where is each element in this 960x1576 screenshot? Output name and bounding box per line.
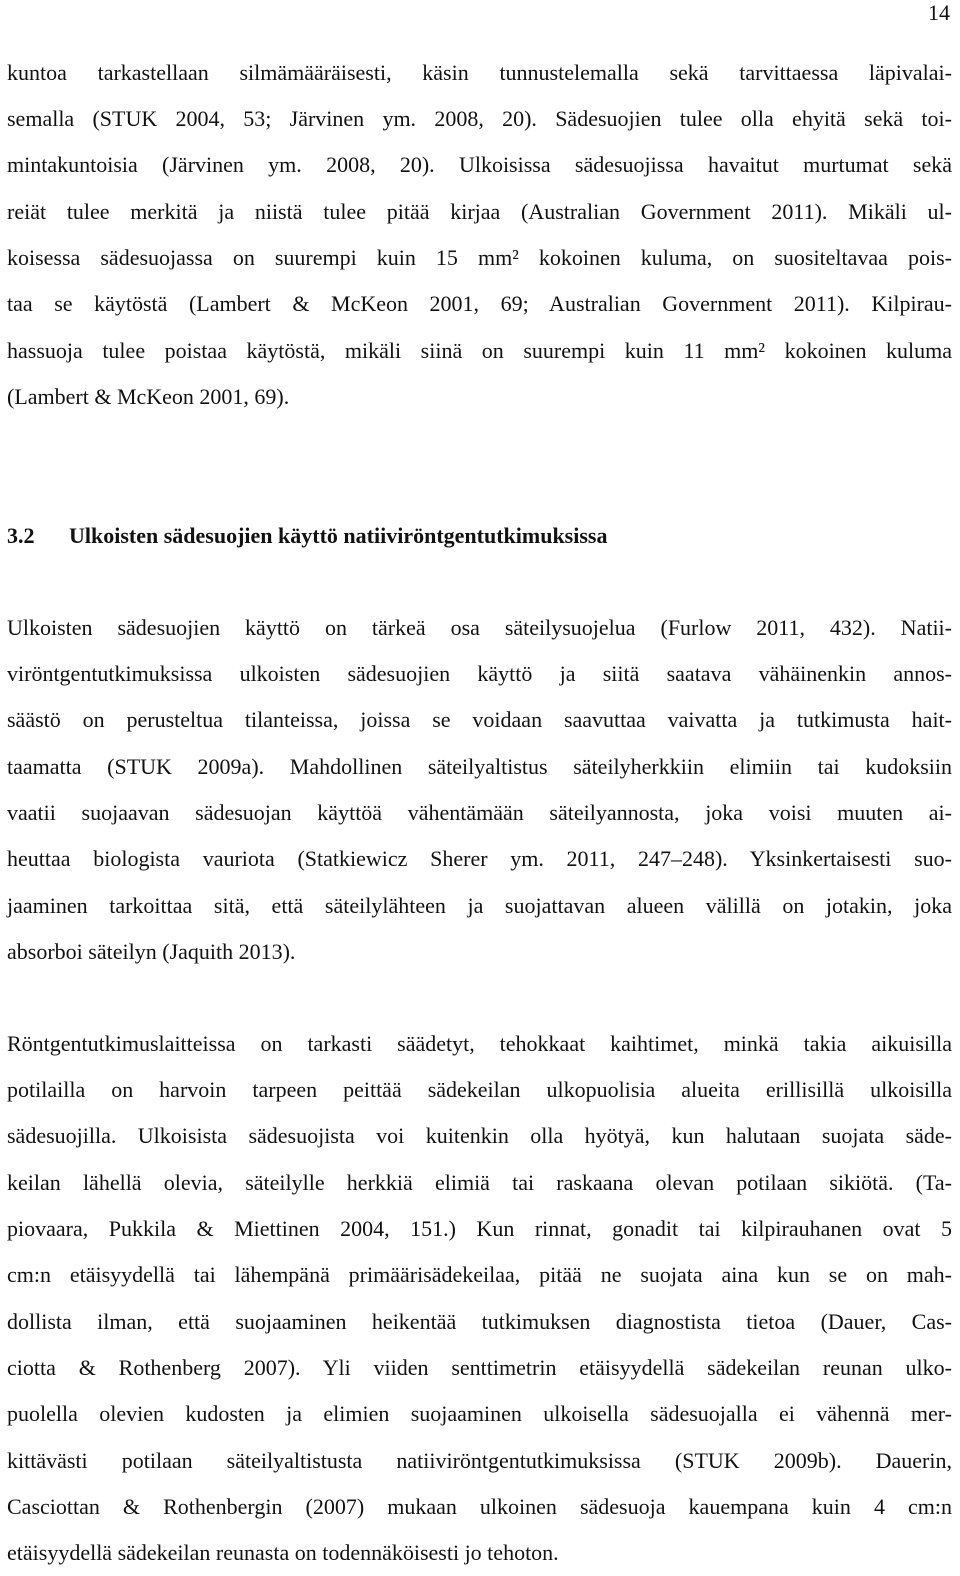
text-line: Casciottan & Rothenbergin (2007) mukaan ulkoinen sädesuoja kauempana kuin 4 cm:n (7, 1494, 952, 1519)
text-line: puolella olevien kudosten ja elimien suojaaminen ulkoisella sädesuojalla ei vähennä mer- (7, 1401, 952, 1426)
text-line: kuntoa tarkastellaan silmämääräisesti, käsin tunnustelemalla sekä tarvittaessa läpivalai- (7, 60, 952, 85)
text-line: kittävästi potilaan säteilyaltistusta natiiviröntgentutkimuksissa (STUK 2009b). Dauerin, (7, 1448, 952, 1473)
text-line: vaatii suojaavan sädesuojan käyttöä vähentämään säteilyannosta, joka voisi muuten ai- (7, 800, 952, 825)
text-line: viröntgentutkimuksissa ulkoisten sädesuojien käyttö ja siitä saatava vähäinenkin annos- (7, 661, 952, 686)
text-line: ciotta & Rothenberg 2007). Yli viiden senttimetrin etäisyydellä sädekeilan reunan ulko- (7, 1355, 952, 1380)
text-line: reiät tulee merkitä ja niistä tulee pitää kirjaa (Australian Government 2011). Mikäli ul- (7, 199, 952, 224)
text-line: heuttaa biologista vauriota (Statkiewicz Sherer ym. 2011, 247–248). Yksinkertaisesti suo- (7, 846, 952, 871)
text-line: mintakuntoisia (Järvinen ym. 2008, 20). Ulkoisissa sädesuojissa havaitut murtumat sekä (7, 152, 952, 177)
text-line: säästö on perusteltua tilanteissa, joissa se voidaan saavuttaa vaivatta ja tutkimusta hait- (7, 707, 952, 732)
text-line: Röntgentutkimuslaitteissa on tarkasti säädetyt, tehokkaat kaihtimet, minkä takia aikuisilla (7, 1031, 952, 1056)
text-line: taa se käytöstä (Lambert & McKeon 2001, 69; Australian Government 2011). Kilpirau- (7, 291, 952, 316)
text-line: hassuoja tulee poistaa käytöstä, mikäli siinä on suurempi kuin 11 mm² kokoinen kuluma (7, 338, 952, 363)
section-title: Ulkoisten sädesuojien käyttö natiiviröntgentutkimuksissa (69, 523, 608, 548)
text-line: dollista ilman, että suojaaminen heikentää tutkimuksen diagnostista tietoa (Dauer, Cas- (7, 1309, 952, 1334)
text-line: sädesuojilla. Ulkoisista sädesuojista voi kuitenkin olla hyötyä, kun halutaan suojata säde- (7, 1123, 952, 1148)
text-line: etäisyydellä sädekeilan reunasta on todennäköisesti jo tehoton. (7, 1540, 559, 1565)
text-line: taamatta (STUK 2009a). Mahdollinen säteilyaltistus säteilyherkkiin elimiin tai kudoksiin (7, 754, 952, 779)
text-line: jaaminen tarkoittaa sitä, että säteilylähteen ja suojattavan alueen välillä on jotakin, joka (7, 893, 952, 918)
text-line: piovaara, Pukkila & Miettinen 2004, 151.) Kun rinnat, gonadit tai kilpirauhanen ovat 5 (7, 1216, 952, 1241)
text-line: Ulkoisten sädesuojien käyttö on tärkeä osa säteilysuojelua (Furlow 2011, 432). Natii- (7, 615, 952, 640)
section-heading (7, 522, 607, 550)
text-line: cm:n etäisyydellä tai lähempänä primäärisädekeilaa, pitää ne suojata aina kun se on mah- (7, 1262, 952, 1287)
text-line: semalla (STUK 2004, 53; Järvinen ym. 2008, 20). Sädesuojien tulee olla ehyitä sekä toi- (7, 106, 952, 131)
text-line: keilan lähellä olevia, säteilylle herkkiä elimiä tai raskaana olevan potilaan sikiötä. (Ta- (7, 1170, 952, 1195)
text-line: absorboi säteilyn (Jaquith 2013). (7, 939, 296, 964)
text-line: koisessa sädesuojassa on suurempi kuin 15 mm² kokoinen kuluma, on suositeltavaa pois- (7, 245, 952, 270)
text-line: (Lambert & McKeon 2001, 69). (7, 384, 290, 409)
section-number: 3.2 (7, 523, 35, 548)
text-line: potilailla on harvoin tarpeen peittää sädekeilan ulkopuolisia alueita erillisillä ulkoisilla (7, 1077, 952, 1102)
page-number: 14 (928, 0, 950, 25)
